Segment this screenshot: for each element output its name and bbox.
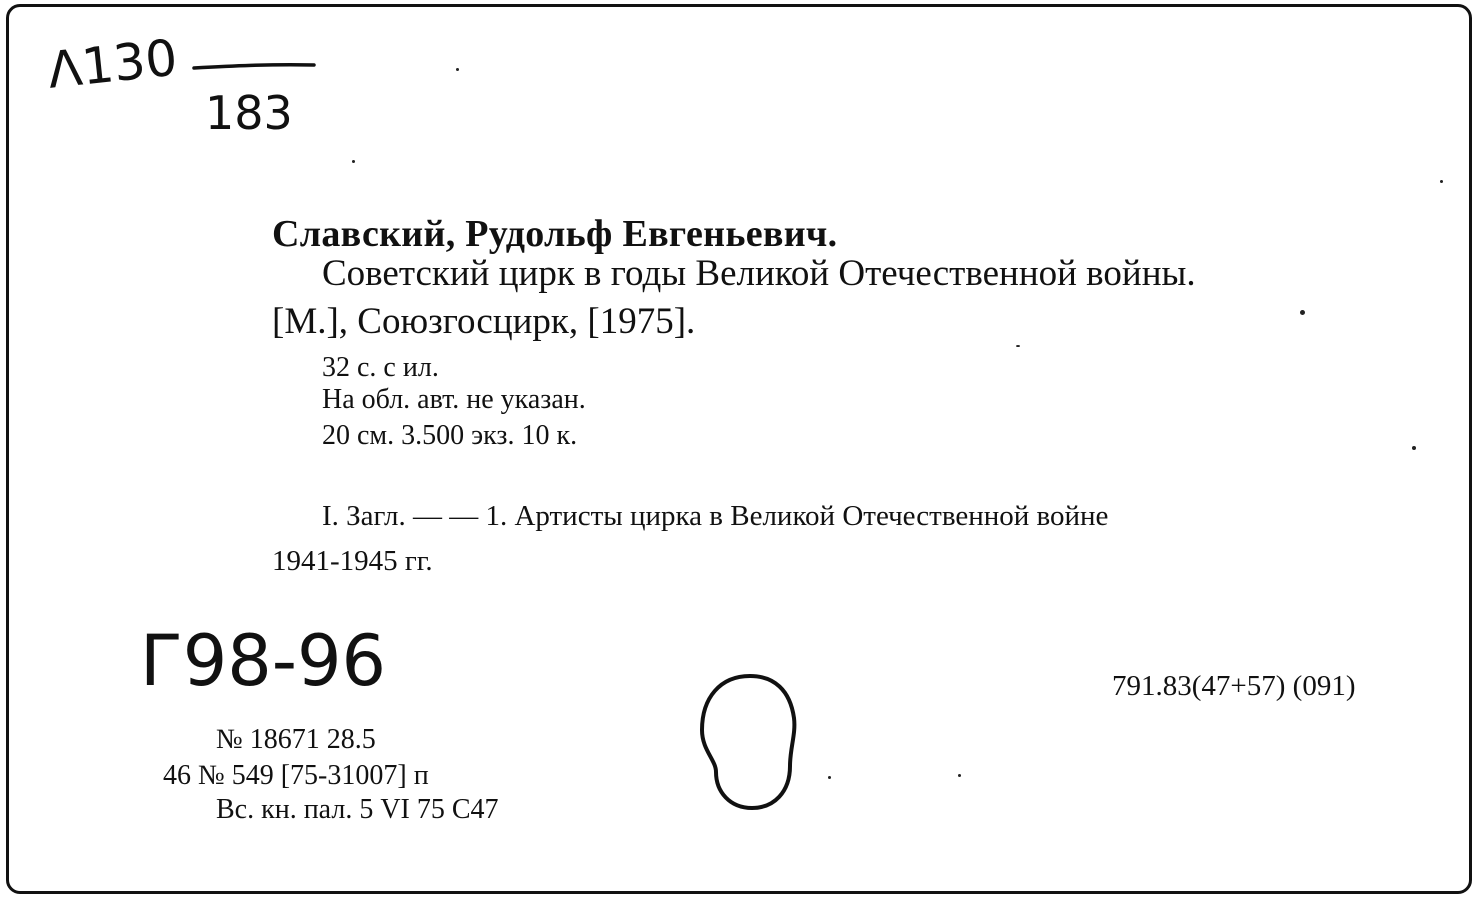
speck [1016, 345, 1020, 347]
speck [1412, 446, 1416, 450]
speck [456, 68, 459, 71]
card-hole [690, 668, 810, 818]
handwritten-call-number: 183 [205, 86, 293, 140]
handwritten-shelf-code: Г98-96 [140, 620, 387, 702]
speck [958, 774, 961, 777]
handwritten-call-code: Λ130 [44, 28, 180, 100]
speck [352, 160, 355, 163]
speck [828, 776, 831, 779]
size-edition-price: 20 см. 3.500 экз. 10 к. [322, 420, 578, 451]
handwritten-underline [190, 56, 320, 76]
subject-tracings: I. Загл. — — 1. Артисты цирка в Великой Отечественной войне [322, 500, 1109, 532]
author-note: На обл. авт. не указан. [322, 384, 586, 415]
speck [1300, 310, 1305, 315]
classification-number: 791.83(47+57) (091) [1112, 670, 1356, 702]
pagination: 32 с. с ил. [322, 352, 439, 383]
imprint: [М.], Союзгосцирк, [1975]. [272, 301, 696, 342]
footer-line-3: Вс. кн. пал. 5 VI 75 С47 [216, 794, 499, 825]
author-heading: Славский, Рудольф Евгеньевич. [272, 213, 838, 255]
speck [1440, 180, 1443, 183]
subject-tracings-continued: 1941-1945 гг. [272, 545, 433, 577]
title-statement: Советский цирк в годы Великой Отечественной войны. [322, 253, 1196, 294]
footer-line-2: 46 № 549 [75-31007] п [163, 760, 429, 791]
footer-line-1: № 18671 28.5 [216, 724, 376, 755]
